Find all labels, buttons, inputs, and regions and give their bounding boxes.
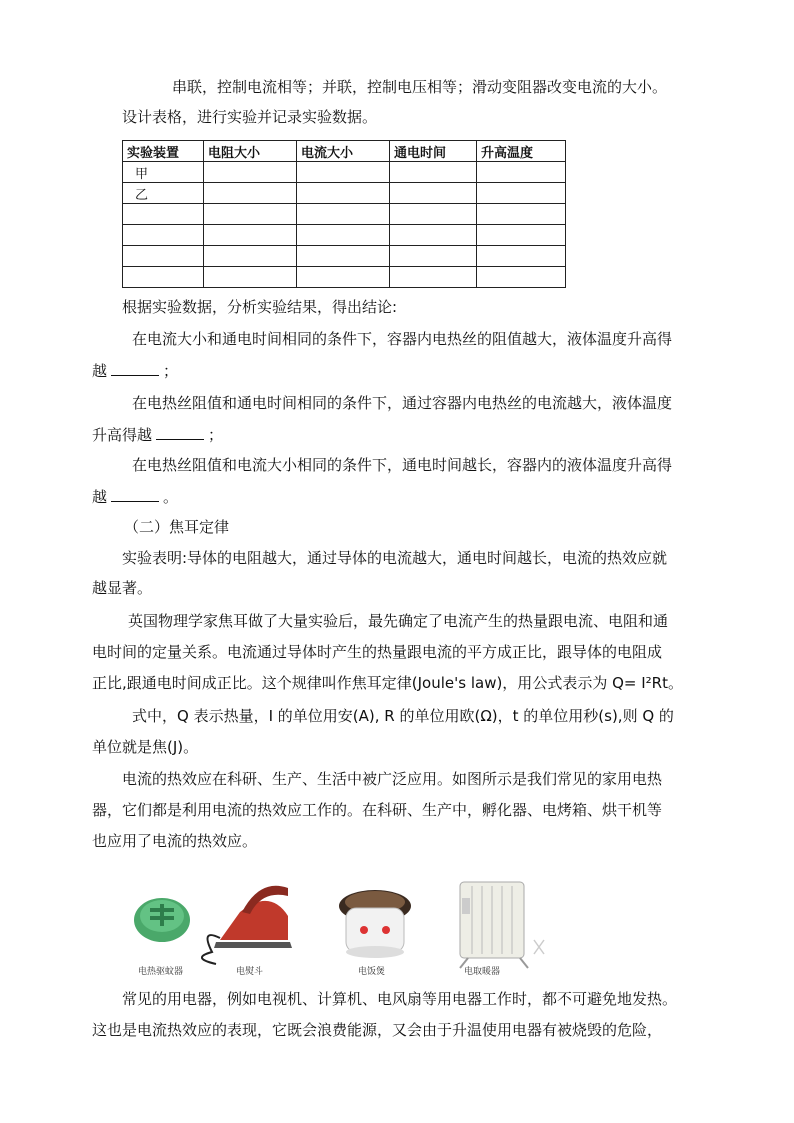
table-cell	[297, 183, 390, 204]
caption-heater: 电取暖器	[464, 967, 501, 977]
answer-blank-2[interactable]	[156, 425, 204, 440]
conclusion-3-word: 越	[92, 488, 108, 506]
table-header-row	[123, 141, 566, 162]
paragraph-series-parallel: 串联，控制电流相等；并联，控制电压相等；滑动变阻器改变电流的大小。	[172, 78, 668, 96]
conclusion-2-line2	[92, 424, 223, 446]
caption-mosquito-repeller: 电热驱蚊器	[138, 967, 184, 977]
paragraph-design-table: 设计表格，进行实验并记录实验数据。	[122, 108, 378, 126]
conclusion-2-word: 升高得越	[92, 426, 153, 444]
table-cell: 乙	[123, 183, 204, 204]
heaters-illustration	[120, 868, 560, 978]
table-cell	[477, 162, 566, 183]
paragraph-experiment-shows-l2: 越显著。	[92, 579, 153, 597]
rice-cooker-icon	[339, 890, 411, 958]
table-row	[123, 183, 566, 204]
paragraph-applications-l2: 器，它们都是利用电流的热效应工作的。在科研、生产中，孵化器、电烤箱、烘干机等	[92, 801, 663, 819]
punctuation: 。	[163, 488, 179, 506]
table-cell	[477, 183, 566, 204]
paragraph-conclusion-intro: 根据实验数据，分析实验结果，得出结论:	[122, 298, 398, 316]
paragraph-joule-l1: 英国物理学家焦耳做了大量实验后，最先确定了电流产生的热量跟电流、电阻和通	[128, 612, 669, 630]
paragraph-units-l1: 式中，Q 表示热量，I 的单位用安(A), R 的单位用欧(Ω)，t 的单位用秒(s),则 Q 的	[132, 707, 674, 725]
paragraph-joule-l3: 正比,跟通电时间成正比。这个规律叫作焦耳定律(Joule's law)，用公式表示为 Q= I²Rt。	[92, 674, 683, 692]
punctuation: ；	[163, 362, 179, 380]
conclusion-3-line1: 在电热丝阻值和电流大小相同的条件下，通电时间越长，容器内的液体温度升高得	[132, 456, 673, 474]
paragraph-experiment-shows-l1: 实验表明:导体的电阻越大，通过导体的电流越大，通电时间越长，电流的热效应就	[122, 549, 668, 567]
table-row	[123, 204, 566, 225]
table-cell	[297, 162, 390, 183]
header-cell: 实验装置	[123, 141, 204, 162]
caption-iron: 电熨斗	[236, 967, 264, 977]
table-cell	[204, 183, 297, 204]
table-cell	[390, 183, 477, 204]
answer-blank-3[interactable]	[111, 487, 159, 502]
table-row	[123, 162, 566, 183]
household-heaters-figure	[120, 868, 560, 978]
paragraph-applications-l3: 也应用了电流的热效应。	[92, 832, 258, 850]
table-row	[123, 225, 566, 246]
header-cell: 电阻大小	[204, 141, 297, 162]
mosquito-repeller-icon	[134, 898, 190, 942]
experiment-table	[122, 140, 566, 288]
table-row	[123, 267, 566, 288]
header-cell: 电流大小	[297, 141, 390, 162]
electric-iron-icon	[202, 886, 292, 964]
punctuation: ；	[208, 426, 224, 444]
conclusion-1-word: 越	[92, 362, 108, 380]
conclusion-1-line1: 在电流大小和通电时间相同的条件下，容器内电热丝的阻值越大，液体温度升高得	[132, 330, 673, 348]
paragraph-applications-l1: 电流的热效应在科研、生产、生活中被广泛应用。如图所示是我们常见的家用电热	[122, 770, 663, 788]
table-cell: 甲	[123, 162, 204, 183]
oil-heater-icon	[460, 882, 544, 968]
answer-blank-1[interactable]	[111, 361, 159, 376]
table-cell	[390, 162, 477, 183]
paragraph-units-l2: 单位就是焦(J)。	[92, 738, 199, 756]
table-cell	[204, 162, 297, 183]
header-cell: 通电时间	[390, 141, 477, 162]
section-heading-joule-law: （二）焦耳定律	[124, 518, 230, 536]
conclusion-2-line1: 在电热丝阻值和通电时间相同的条件下，通过容器内电热丝的电流越大，液体温度	[132, 394, 673, 412]
conclusion-1-line2	[92, 360, 178, 382]
table-row	[123, 246, 566, 267]
conclusion-3-line2	[92, 486, 178, 508]
paragraph-appliances-l1: 常见的用电器，例如电视机、计算机、电风扇等用电器工作时，都不可避免地发热。	[122, 990, 678, 1008]
header-cell: 升高温度	[477, 141, 566, 162]
caption-rice-cooker: 电饭煲	[358, 967, 386, 977]
paragraph-joule-l2: 电时间的定量关系。电流通过导体时产生的热量跟电流的平方成正比，跟导体的电阻成	[92, 643, 663, 661]
paragraph-appliances-l2: 这也是电流热效应的表现，它既会浪费能源，又会由于升温使用电器有被烧毁的危险，	[92, 1021, 663, 1039]
